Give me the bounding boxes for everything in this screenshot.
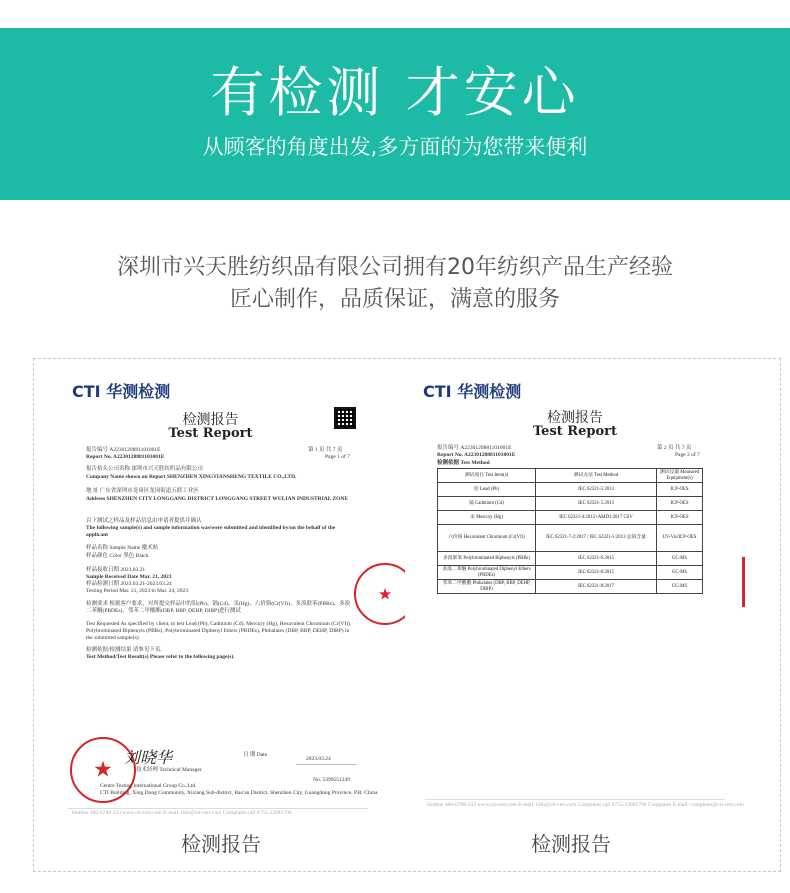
sample-name: 样品名称 Sample Name 魔术贴 bbox=[86, 545, 159, 551]
table-row bbox=[438, 525, 703, 552]
table-cell: 多溴联苯 Polybrominated Biphenyls (PBBs) bbox=[438, 552, 536, 566]
date-testing-cn: 样品检测日期 2023.03.21-2023.03.24 bbox=[86, 581, 172, 587]
cti-logo bbox=[72, 379, 170, 402]
report-footer: Hotline 400-6788-333 www.cti-cert.com E-mail: info@cti-cert.com Complaint call 0755-33681700 Complaint E-mail: complaint@cti-cert.com bbox=[427, 802, 744, 808]
report-footer: Hotline 400-6788-333 www.cti-cert.com E-mail: info@cti-cert.com Complaint call 0755-33681700 bbox=[72, 810, 292, 816]
table-cell: 多溴二苯醚 Polybrominated Diphenyl Ethers (PBDEs) bbox=[438, 566, 536, 580]
table-row bbox=[438, 511, 703, 525]
table-cell: 六价铬 Hexavalent Chromium (Cr(VI)) bbox=[438, 525, 536, 552]
red-seal-bottom: ★ bbox=[70, 737, 136, 803]
date-received-cn: 样品接收日期 2023.03.21 bbox=[86, 567, 146, 573]
banner-title: 有检测 才安心 bbox=[210, 61, 580, 124]
banner-subtitle: 从顾客的角度出发,多方面的为您带来便利 bbox=[202, 135, 588, 159]
test-result-cn: 检测依据/检测结果 请参见下页。 bbox=[86, 647, 166, 653]
report-title-en: Test Report bbox=[533, 424, 617, 439]
intro-line-2: 匠心制作，品质保证，满意的服务 bbox=[229, 287, 560, 312]
report-no-en: Report No. A2230120881101001E bbox=[86, 454, 165, 460]
report-title-en: Test Report bbox=[168, 426, 253, 441]
address-cn: 地 址 广东省深圳市龙岗区龙岗街道五联工业区 bbox=[86, 488, 199, 494]
table-header-row bbox=[438, 469, 703, 483]
table-cell: GC-MS bbox=[657, 580, 703, 594]
seal-edge bbox=[742, 557, 745, 607]
date-testing-en: Testing Period Mar. 21, 2023 to Mar. 24, 2023 bbox=[86, 588, 188, 594]
company-cn: 报告抬头公司名称 深圳市兴天胜纺织品有限公司 bbox=[86, 466, 203, 472]
table-header-cell: 测试仪器 Measured Equipment(s) bbox=[657, 469, 703, 483]
company-en: Company Name shown on Report SHENZHEN XINGTIANSHENG TEXTILE CO.,LTD. bbox=[86, 474, 297, 480]
test-requested-en: Test Requested As specified by client, to test Lead (Pb), Cadmium (Cd), Mercury (Hg), Hexavalent Chromium (Cr(VI)), Polybrominated Biphenyls (PBBs), Polybrominated Diphenyl Ethers (PBDEs), Phthalates (DBP, BBP, DEHP, DIBP) in the submitted sample(s). bbox=[86, 621, 352, 641]
cti-logo-text: 华测检测 bbox=[457, 382, 522, 401]
table-header-cell: 测试方法 Test Method bbox=[536, 469, 657, 483]
date-label: 日 期 Date bbox=[243, 752, 268, 758]
table-cell: GC-MS bbox=[657, 552, 703, 566]
sample-note-en: The following sample(s) and sample information was/were submitted and identified by/on the behalf of the applicant bbox=[86, 525, 336, 538]
test-report-page-1 bbox=[38, 367, 393, 817]
report-no-cn: 报告编号 A2230120881101001E bbox=[437, 445, 512, 451]
table-cell: IEC 62321-5:2013 bbox=[536, 497, 657, 511]
hero-banner bbox=[0, 28, 790, 200]
table-cell: 镉 Cadmium (Cd) bbox=[438, 497, 536, 511]
signature: 刘晓华 bbox=[124, 748, 173, 767]
test-method-table bbox=[437, 468, 703, 594]
test-report-page-2 bbox=[405, 367, 745, 817]
page-cn: 第 1 页 共 7 页 bbox=[308, 447, 343, 453]
intro-line-1: 深圳市兴天胜纺织品有限公司拥有20年纺织产品生产经验 bbox=[117, 255, 673, 280]
table-cell: 邻苯二甲酸酯 Phthalates (DBP, BBP, DEHP, DIBP) bbox=[438, 580, 536, 594]
table-row bbox=[438, 483, 703, 497]
issuer-address: CTI Building, Xing Dong Community, Xixiang Sub-district, Bao'an District, Shenzhen City, Guangdong Province, P.R. China bbox=[100, 790, 378, 796]
report-caption-2: 检测报告 bbox=[531, 832, 611, 856]
report-title-cn: 检测报告 bbox=[182, 412, 239, 428]
address-en: Address SHENZHEN CITY LONGGANG DISTRICT LONGGANG STREET WULIAN INDUSTRIAL ZONE bbox=[86, 496, 349, 502]
page-cn: 第 2 页 共 7 页 bbox=[657, 445, 692, 451]
table-cell: ICP-OES bbox=[657, 483, 703, 497]
company-intro bbox=[0, 252, 790, 316]
report-caption-1: 检测报告 bbox=[181, 832, 261, 856]
test-requested-cn: 检测要求 根据客户要求，对所提交样品中的铅(Pb)、镉(Cd)、汞(Hg)、六价铬(Cr(VI))、多溴联苯(PBBs)、多溴二苯醚(PBDEs)、邻苯二甲酸酯(DBP, BBP, DEHP, DIBP)进行测试 bbox=[86, 601, 351, 614]
table-cell: ICP-OES bbox=[657, 497, 703, 511]
table-cell: UV-Vis/ICP-OES bbox=[657, 525, 703, 552]
table-cell: GC-MS bbox=[657, 566, 703, 580]
table-cell: IEC 62321-6:2015 bbox=[536, 552, 657, 566]
table-cell: IEC 62321-6:2015 bbox=[536, 566, 657, 580]
test-method-label: 检测依据 Test Method bbox=[437, 460, 490, 466]
table-cell: 铅 Lead (Pb) bbox=[438, 483, 536, 497]
table-row bbox=[438, 580, 703, 594]
test-result-en: Test Method/Test Result(s) Please refer to the following page(s). bbox=[86, 654, 235, 660]
report-title-cn: 检测报告 bbox=[547, 410, 603, 426]
sign-role: 技术经理 Technical Manager bbox=[136, 767, 202, 773]
table-row bbox=[438, 552, 703, 566]
table-cell: IEC 62321-5:2013 bbox=[536, 483, 657, 497]
report-no-cn: 报告编号 A2230120881101001E bbox=[86, 447, 161, 453]
red-seal-right: ★ bbox=[354, 563, 416, 625]
table-cell: IEC 62321-4:2013+AMD1:2017 CSV bbox=[536, 511, 657, 525]
cti-logo-mark: CTI bbox=[72, 382, 101, 401]
cti-logo bbox=[423, 379, 521, 402]
cti-logo-text: 华测检测 bbox=[106, 382, 171, 401]
sample-note-cn: 以下测试之样品及样品信息由申请者提供并确认 bbox=[86, 518, 202, 524]
table-row bbox=[438, 497, 703, 511]
table-cell: IEC 62321-8:2017 bbox=[536, 580, 657, 594]
page-en: Page 2 of 7 bbox=[675, 452, 700, 458]
table-header-cell: 测试项目 Test Item(s) bbox=[438, 469, 536, 483]
issuer-name: Centre Testing International Group Co.,Ltd. bbox=[100, 783, 197, 789]
date-received-en: Sample Received Date Mar. 21, 2023 bbox=[86, 574, 172, 580]
table-cell: IEC 62321-7-2:2017 / IEC 62321-5:2013 总铬含量 bbox=[536, 525, 657, 552]
serial-number: No. 5399551249 bbox=[313, 777, 350, 783]
cti-logo-mark: CTI bbox=[423, 382, 452, 401]
page-en: Page 1 of 7 bbox=[325, 454, 350, 460]
table-row bbox=[438, 566, 703, 580]
table-cell: ICP-OES bbox=[657, 511, 703, 525]
sample-color: 样品颜色 Color 黑色 Black bbox=[86, 553, 149, 559]
date-value: 2023.03.24 bbox=[306, 756, 331, 762]
table-cell: 汞 Mercury (Hg) bbox=[438, 511, 536, 525]
report-no-en: Report No. A2230120881101001E bbox=[437, 452, 516, 458]
